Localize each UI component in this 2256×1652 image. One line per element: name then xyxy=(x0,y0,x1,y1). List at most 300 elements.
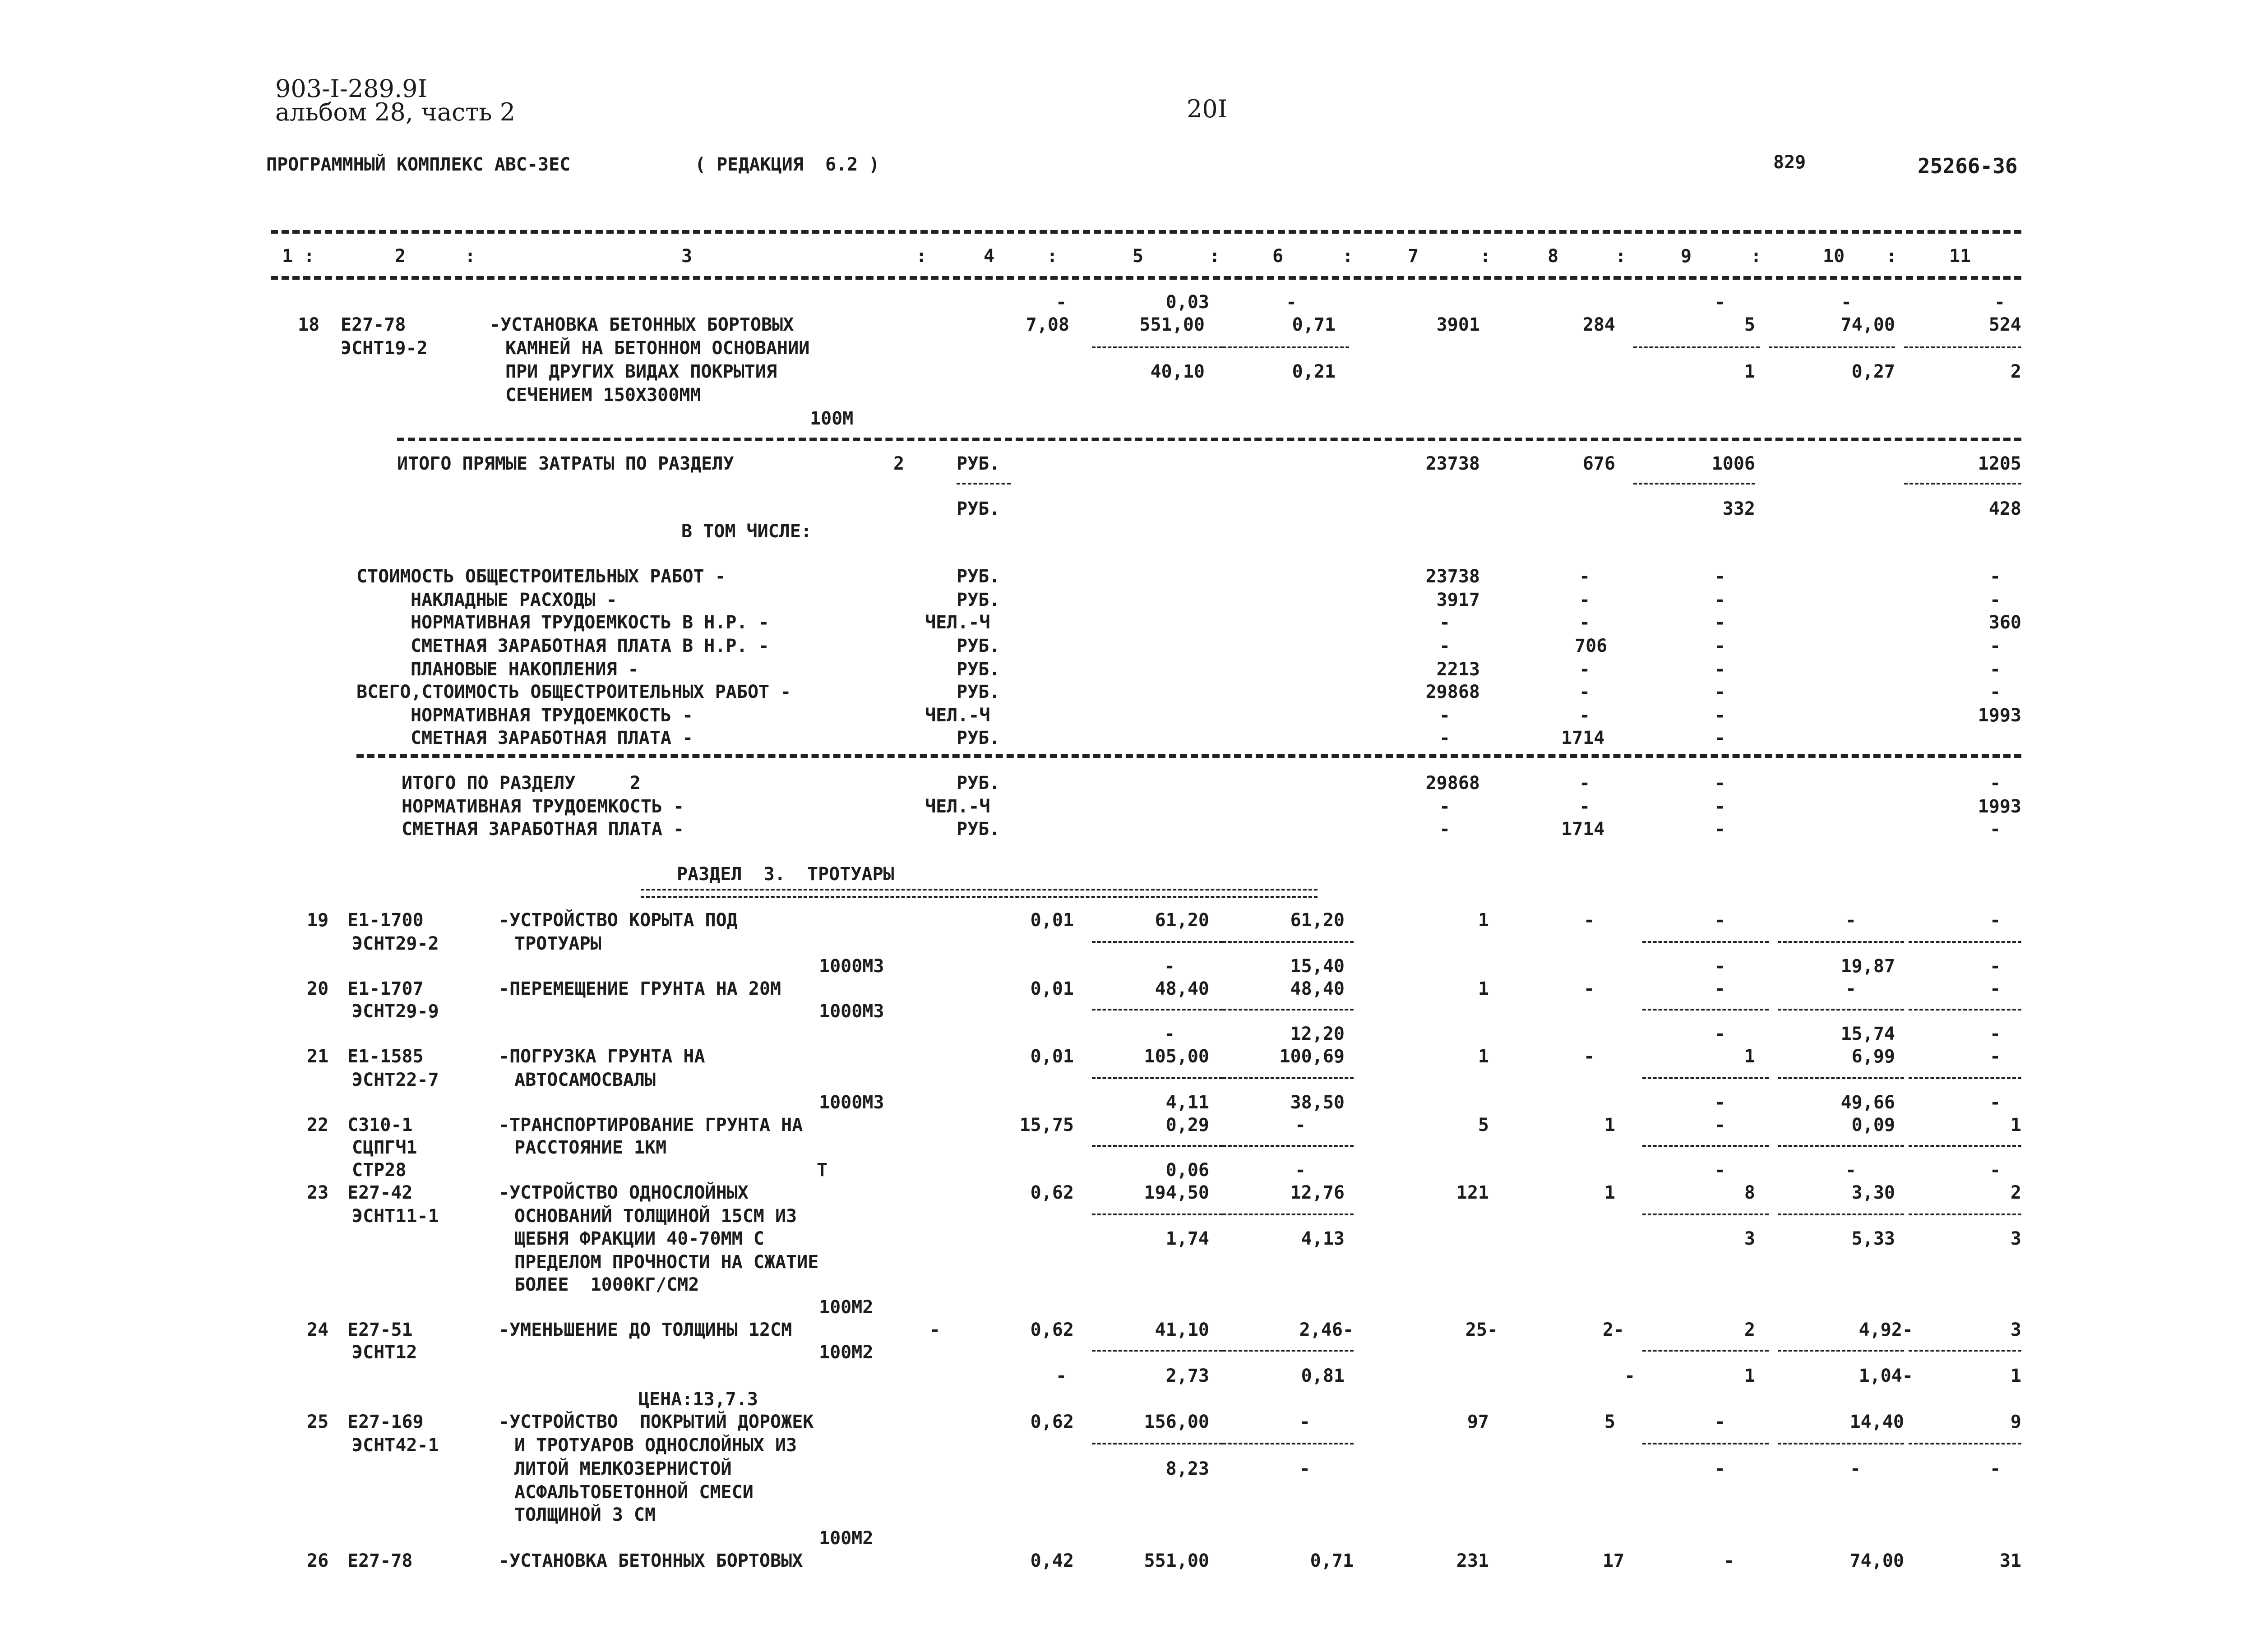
work-description: -ПОГРУЗКА ГРУНТА НА xyxy=(499,1046,705,1067)
cell-c9: - xyxy=(1715,819,1726,840)
cell-c9: - xyxy=(1715,1458,1726,1479)
unit-of-measure: 1000М3 xyxy=(819,1001,884,1022)
cell-c11: - xyxy=(1990,1092,2001,1113)
cell-c10: - xyxy=(1845,910,1857,931)
cell-c10: 49,66 xyxy=(1840,1092,1895,1113)
cell-c8: 1 xyxy=(1604,1182,1615,1203)
cell-c11: 360 xyxy=(1988,612,2021,633)
cell-c7: - xyxy=(1439,705,1451,726)
cell-c4: 0,62 xyxy=(1030,1412,1074,1432)
col-sep: : xyxy=(916,246,927,267)
cell-c11: 3 xyxy=(2010,1320,2021,1340)
cell-c8: 1 xyxy=(1604,1115,1615,1135)
sub-rule xyxy=(1642,941,1769,943)
code-25266-36: 25266-36 xyxy=(1918,154,2018,178)
sub-rule xyxy=(1778,1443,1904,1444)
cell-c9: - xyxy=(1715,1412,1726,1432)
row-number: 20 xyxy=(307,978,329,999)
work-description: ЛИТОЙ МЕЛКОЗЕРНИСТОЙ xyxy=(514,1458,732,1479)
sub-rule xyxy=(1642,1443,1769,1444)
cell-c8: 17 xyxy=(1602,1550,1624,1571)
col-sep: : xyxy=(1209,246,1220,267)
sub-rule xyxy=(1092,1443,1223,1444)
work-description: -УМЕНЬШЕНИЕ ДО ТОЛЩИНЫ 12СМ xyxy=(499,1320,792,1340)
norm-code: Е27-51 xyxy=(347,1320,413,1340)
sub-rule xyxy=(1909,1009,2021,1011)
norm-code-3: СТР28 xyxy=(352,1160,407,1181)
norm-code: Е27-42 xyxy=(347,1182,413,1203)
sub-rule xyxy=(1223,1009,1354,1011)
cell-c9: 3 xyxy=(1744,1228,1755,1249)
cell-c10: 19,87 xyxy=(1840,956,1895,977)
cell-c10: 15,74 xyxy=(1840,1024,1895,1044)
work-description: СЕЧЕНИЕМ 150Х300ММ xyxy=(505,385,701,406)
sub-rule xyxy=(1223,1145,1354,1147)
cell-c5: 105,00 xyxy=(1144,1046,1209,1067)
cell-c6: 12,76 xyxy=(1290,1182,1345,1203)
program-name: ПРОГРАММНЫЙ КОМПЛЕКС АВС-3ЕС xyxy=(266,154,571,175)
norm-code-2: СЦПГЧ1 xyxy=(352,1137,417,1158)
cell-c6: - xyxy=(1295,1115,1306,1135)
cell-c11: - xyxy=(1990,636,2001,656)
total-label: СМЕТНАЯ ЗАРАБОТНАЯ ПЛАТА - xyxy=(402,819,684,840)
cell-c6: - xyxy=(1295,1160,1306,1181)
cell-c7: 1 xyxy=(1478,1046,1489,1067)
col-11: 11 xyxy=(1949,246,1971,267)
cell-c11: 3 xyxy=(2010,1228,2021,1249)
work-description: РАССТОЯНИЕ 1КМ xyxy=(514,1137,667,1158)
sub-rule xyxy=(1642,1145,1769,1147)
summary-label: СТОИМОСТЬ ОБЩЕСТРОИТЕЛЬНЫХ РАБОТ - xyxy=(356,566,726,587)
unit-of-measure: 100М xyxy=(810,408,854,429)
cell-c8: 284 xyxy=(1582,314,1615,335)
cell-c9: - xyxy=(1715,682,1726,702)
col-6: 6 xyxy=(1272,246,1284,267)
work-description: ПРИ ДРУГИХ ВИДАХ ПОКРЫТИЯ xyxy=(505,361,777,382)
cell-c10: 0,09 xyxy=(1851,1115,1895,1135)
minus-sign: - xyxy=(1056,1366,1067,1386)
cell-c8: - xyxy=(1579,590,1590,610)
sub-rule xyxy=(1223,1350,1354,1352)
cell-c9: - xyxy=(1715,728,1726,748)
cell-c8: 1714 xyxy=(1561,819,1605,840)
cell-c9: 2 xyxy=(1744,1320,1755,1340)
summary-unit: РУБ. xyxy=(957,773,1000,794)
cell-c11: - xyxy=(1990,910,2001,931)
cell-c9: 1 xyxy=(1744,1046,1755,1067)
work-description: -УСТРОЙСТВО КОРЫТА ПОД xyxy=(499,910,738,931)
unit-of-measure: Т xyxy=(817,1160,828,1181)
sub-rule xyxy=(1778,1350,1904,1352)
col-10: 10 xyxy=(1823,246,1845,267)
col-sep: : xyxy=(1615,246,1627,267)
cell-c7: 5 xyxy=(1478,1115,1489,1135)
sub-rule xyxy=(1633,346,1760,348)
sub-rule xyxy=(1642,1214,1769,1215)
cell-c5: - xyxy=(1164,1024,1175,1044)
work-description: КАМНЕЙ НА БЕТОННОМ ОСНОВАНИИ xyxy=(505,338,810,359)
summary-label: ВСЕГО,СТОИМОСТЬ ОБЩЕСТРОИТЕЛЬНЫХ РАБОТ - xyxy=(356,682,791,702)
cell-c8: - xyxy=(1579,659,1590,680)
cell-c8: 5 xyxy=(1604,1412,1615,1432)
cell-c9: 332 xyxy=(1722,498,1755,519)
cell-c10: 74,00 xyxy=(1840,314,1895,335)
cell-c9: - xyxy=(1715,612,1726,633)
cell-c11: 2 xyxy=(2010,1182,2021,1203)
cell-c11: - xyxy=(1990,773,2001,794)
sub-rule xyxy=(1223,1077,1354,1079)
summary-label: ПЛАНОВЫЕ НАКОПЛЕНИЯ - xyxy=(411,659,639,680)
cell-c11: - xyxy=(1990,566,2001,587)
work-description: И ТРОТУАРОВ ОДНОСЛОЙНЫХ ИЗ xyxy=(514,1435,797,1456)
norm-code: Е1-1707 xyxy=(347,978,424,999)
norm-code: Е27-78 xyxy=(347,1550,413,1571)
sub-rule xyxy=(1909,1077,2021,1079)
cell-c5: 48,40 xyxy=(1155,978,1209,999)
cell-c11: - xyxy=(1990,1046,2001,1067)
cell-c10: 14,40 xyxy=(1849,1412,1904,1432)
col-sep: : xyxy=(465,246,476,267)
cell-c4: 15,75 xyxy=(1019,1115,1074,1135)
sub-rule xyxy=(1778,1145,1904,1147)
unit: РУБ. xyxy=(957,453,1000,474)
cell-c9: - xyxy=(1715,773,1726,794)
row-number: 23 xyxy=(307,1182,329,1203)
cell-c6: 0,71 xyxy=(1292,314,1336,335)
cell-c7: - xyxy=(1439,728,1451,748)
cell-c5: 551,00 xyxy=(1144,1550,1209,1571)
cell-c8: - xyxy=(1579,705,1590,726)
sub-rule xyxy=(1633,483,1755,485)
summary-unit: РУБ. xyxy=(957,636,1000,656)
document-id: 903-I-289.9I xyxy=(275,74,427,103)
norm-code: Е27-169 xyxy=(347,1412,424,1432)
cell-c6: 61,20 xyxy=(1290,910,1345,931)
cell-c11: 524 xyxy=(1988,314,2021,335)
section-rule xyxy=(397,438,2021,441)
cell-c8: 676 xyxy=(1582,453,1615,474)
cell-c9: - xyxy=(1715,636,1726,656)
sub-rule xyxy=(1778,1009,1904,1011)
cell-c5: 8,23 xyxy=(1165,1458,1209,1479)
cell-c9: - xyxy=(1715,659,1726,680)
cell-c11: 1993 xyxy=(1978,705,2021,726)
cell-c10: 4,92- xyxy=(1858,1320,1913,1340)
norm-code-2: ЭСНТ19-2 xyxy=(341,338,428,359)
work-description: БОЛЕЕ 1000КГ/СМ2 xyxy=(514,1274,699,1295)
cell-c9: - xyxy=(1715,590,1726,610)
cell-c8: 706 xyxy=(1575,636,1608,656)
work-description: -УСТРОЙСТВО ПОКРЫТИЙ ДОРОЖЕК xyxy=(499,1412,814,1432)
work-description: АВТОСАМОСВАЛЫ xyxy=(514,1070,656,1090)
work-description: -ПЕРЕМЕЩЕНИЕ ГРУНТА НА 20М xyxy=(499,978,781,999)
cell-c7: 23738 xyxy=(1425,566,1480,587)
work-description: АСФАЛЬТОБЕТОННОЙ СМЕСИ xyxy=(514,1482,754,1503)
cell-c7: 29868 xyxy=(1425,682,1480,702)
cell-c11: - xyxy=(1990,1160,2001,1181)
cell-c4: 0,01 xyxy=(1030,978,1074,999)
sub-rule xyxy=(1223,1443,1354,1444)
summary-label: НОРМАТИВНАЯ ТРУДОЕМКОСТЬ В Н.Р. - xyxy=(411,612,769,633)
norm-code-2: ЭСНТ11-1 xyxy=(352,1206,439,1227)
norm-code: Е1-1700 xyxy=(347,910,424,931)
program-edition: ( РЕДАКЦИЯ 6.2 ) xyxy=(695,154,880,175)
sub-rule xyxy=(1092,1145,1223,1147)
unit-of-measure: 100М2 xyxy=(819,1297,874,1318)
sub-rule xyxy=(1909,1145,2021,1147)
section-title-underline xyxy=(641,889,1318,898)
cell-c9: 8 xyxy=(1744,1182,1755,1203)
work-description: ТОЛЩИНОЙ 3 СМ xyxy=(514,1504,656,1525)
summary-unit: РУБ. xyxy=(957,566,1000,587)
norm-code-2: ЭСНТ29-2 xyxy=(352,933,439,954)
sub-rule xyxy=(1909,1350,2021,1352)
sub-rule xyxy=(1092,1077,1223,1079)
sub-rule xyxy=(1778,1077,1904,1079)
total-label: ИТОГО ПРЯМЫЕ ЗАТРАТЫ ПО РАЗДЕЛУ xyxy=(397,453,734,474)
cell-c11: 1205 xyxy=(1978,453,2021,474)
cell-c9: 5 xyxy=(1744,314,1755,335)
price-reference: ЦЕНА:13,7.3 xyxy=(638,1389,758,1410)
summary-unit: РУБ. xyxy=(957,819,1000,840)
unit-of-measure: 1000М3 xyxy=(819,956,884,977)
album-part: альбом 28, часть 2 xyxy=(275,98,516,126)
cell-c5: 551,00 xyxy=(1139,314,1205,335)
col-2: 2 xyxy=(395,246,406,267)
cell-c11: 1 xyxy=(2010,1366,2021,1386)
cell-c7: - xyxy=(1439,612,1451,633)
cell-c10: 3,30 xyxy=(1851,1182,1895,1203)
cell-c8: - xyxy=(1579,773,1590,794)
cell-c7: 23738 xyxy=(1425,453,1480,474)
cell-c11: 428 xyxy=(1988,498,2021,519)
cell-c9: - xyxy=(1715,1115,1726,1135)
cell-c4: 7,08 xyxy=(1026,314,1069,335)
work-description: ОСНОВАНИЙ ТОЛЩИНОЙ 15СМ ИЗ xyxy=(514,1206,797,1227)
cell-c6: 12,20 xyxy=(1290,1024,1345,1044)
summary-unit: РУБ. xyxy=(957,728,1000,748)
cell-c5: 0,06 xyxy=(1165,1160,1209,1181)
cell-c8: - xyxy=(1584,910,1595,931)
sub-rule xyxy=(1778,941,1904,943)
cell-c11: - xyxy=(1990,590,2001,610)
col-4: 4 xyxy=(984,246,995,267)
sub-rule xyxy=(1642,1009,1769,1011)
norm-code: С310-1 xyxy=(347,1115,413,1135)
cell-c8: - xyxy=(1579,612,1590,633)
cell-c11: 9 xyxy=(2010,1412,2021,1432)
unit-of-measure: 100М2 xyxy=(819,1342,874,1363)
cell-c7: 231 xyxy=(1456,1550,1489,1571)
cell-c9: - xyxy=(1715,705,1726,726)
cell-c4: 0,62 xyxy=(1030,1320,1074,1340)
cell-c9: - xyxy=(1715,956,1726,977)
cell-c10: 5,33 xyxy=(1851,1228,1895,1249)
sub-rule xyxy=(1778,1214,1904,1215)
dash-mark: - xyxy=(1056,292,1067,313)
cell-c9: 1006 xyxy=(1711,453,1755,474)
row-number: 26 xyxy=(307,1550,329,1571)
dash-mark: - xyxy=(1994,292,2006,313)
cell-c6: 0,21 xyxy=(1292,361,1336,382)
row-number: 22 xyxy=(307,1115,329,1135)
cell-c5: 1,74 xyxy=(1165,1228,1209,1249)
cell-c5: 194,50 xyxy=(1144,1182,1209,1203)
section-title: РАЗДЕЛ 3. ТРОТУАРЫ xyxy=(677,864,894,885)
cell-c9: - xyxy=(1724,1550,1735,1571)
total-label: ИТОГО ПО РАЗДЕЛУ 2 xyxy=(402,773,641,794)
cell-c10: 0,27 xyxy=(1851,361,1895,382)
cell-c9: - xyxy=(1715,566,1726,587)
cell-c7: 29868 xyxy=(1425,773,1480,794)
cell-c7: 2213 xyxy=(1436,659,1480,680)
sub-rule xyxy=(1904,346,2021,348)
cell-c6: - xyxy=(1299,1458,1311,1479)
cell-c11: - xyxy=(1990,1024,2001,1044)
section-number: 2 xyxy=(893,453,905,474)
summary-label: НОРМАТИВНАЯ ТРУДОЕМКОСТЬ - xyxy=(411,705,693,726)
cell-c11: - xyxy=(1990,659,2001,680)
cell-c7: 3901 xyxy=(1436,314,1480,335)
cell-c7: 1 xyxy=(1478,978,1489,999)
norm-code-2: ЭСНТ22-7 xyxy=(352,1070,439,1090)
cell-c11: 31 xyxy=(1999,1550,2021,1571)
norm-code-2: ЭСНТ12 xyxy=(352,1342,417,1363)
cell-c9: 1 xyxy=(1744,361,1755,382)
row-number: 19 xyxy=(307,910,329,931)
cell-c10: 74,00 xyxy=(1849,1550,1904,1571)
cell-c4: 0,62 xyxy=(1030,1182,1074,1203)
cell-c6: 100,69 xyxy=(1279,1046,1345,1067)
row-number: 21 xyxy=(307,1046,329,1067)
summary-unit: ЧЕЛ.-Ч xyxy=(925,796,990,817)
cell-c5: - xyxy=(1164,956,1175,977)
cell-c4: 0,01 xyxy=(1030,910,1074,931)
sub-rule xyxy=(1909,1214,2021,1215)
cell-c6: 48,40 xyxy=(1290,978,1345,999)
col-sep: : xyxy=(1342,246,1354,267)
cell-c6: 15,40 xyxy=(1290,956,1345,977)
sub-rule xyxy=(957,483,1011,485)
cell-c7: 97 xyxy=(1467,1412,1489,1432)
unit-of-measure: 1000М3 xyxy=(819,1092,884,1113)
sub-rule xyxy=(1223,346,1349,348)
cell-c7: 1 xyxy=(1478,910,1489,931)
col-sep: : xyxy=(1480,246,1491,267)
cell-c11: - xyxy=(1990,956,2001,977)
sub-rule xyxy=(1909,941,2021,943)
summary-unit: ЧЕЛ.-Ч xyxy=(925,612,990,633)
sub-rule xyxy=(1223,941,1354,943)
col-5: 5 xyxy=(1133,246,1144,267)
work-description: -УСТАНОВКА БЕТОННЫХ БОРТОВЫХ xyxy=(499,1550,803,1571)
cell-c6: 0,81 xyxy=(1301,1366,1345,1386)
sub-rule xyxy=(1092,941,1223,943)
cell-c5: 4,11 xyxy=(1165,1092,1209,1113)
cell-c7: - xyxy=(1439,636,1451,656)
cell-c7: 121 xyxy=(1456,1182,1489,1203)
row-number: 24 xyxy=(307,1320,329,1340)
cell-c10: - xyxy=(1850,1458,1861,1479)
col-sep: : xyxy=(1751,246,1762,267)
work-description: -УСТРОЙСТВО ОДНОСЛОЙНЫХ xyxy=(499,1182,749,1203)
cell-c5: 2,73 xyxy=(1165,1366,1209,1386)
cell-c11: - xyxy=(1990,978,2001,999)
code-829: 829 xyxy=(1773,152,1806,173)
table-top-rule xyxy=(271,230,2021,234)
cell-c6: 38,50 xyxy=(1290,1092,1345,1113)
dash-mark: - xyxy=(1286,292,1297,313)
cell-c11: - xyxy=(1990,682,2001,702)
work-description: ПРЕДЕЛОМ ПРОЧНОСТИ НА СЖАТИЕ xyxy=(514,1252,819,1273)
cell-c8: - xyxy=(1579,796,1590,817)
cell-c9: 1 xyxy=(1744,1366,1755,1386)
col-7: 7 xyxy=(1408,246,1419,267)
cell-c5: 0,29 xyxy=(1165,1115,1209,1135)
norm-code: Е1-1585 xyxy=(347,1046,424,1067)
cell-c5: 156,00 xyxy=(1144,1412,1209,1432)
cell-c5: 41,10 xyxy=(1155,1320,1209,1340)
work-description: -ТРАНСПОРТИРОВАНИЕ ГРУНТА НА xyxy=(499,1115,803,1135)
col-sep: : xyxy=(1047,246,1058,267)
cell-c8: 1714 xyxy=(1561,728,1605,748)
cell-c9: - xyxy=(1715,1160,1726,1181)
unit: РУБ. xyxy=(957,498,1000,519)
cell-c7: 3917 xyxy=(1436,590,1480,610)
cell-c11: 2 xyxy=(2010,361,2021,382)
row-number: 18 xyxy=(298,314,320,335)
norm-code-2: ЭСНТ42-1 xyxy=(352,1435,439,1456)
cell-c8: - xyxy=(1579,566,1590,587)
sub-rule xyxy=(1769,346,1895,348)
cell-c11: - xyxy=(1990,1458,2001,1479)
cell-c7: - xyxy=(1439,819,1451,840)
cell-c11: - xyxy=(1990,819,2001,840)
cell-c8: 2- xyxy=(1602,1320,1624,1340)
sub-rule xyxy=(1642,1350,1769,1352)
col-3: 3 xyxy=(681,246,693,267)
sub-rule xyxy=(1223,1214,1354,1215)
summary-unit: ЧЕЛ.-Ч xyxy=(925,705,990,726)
cell-c7: - xyxy=(1439,796,1451,817)
dash-mark: - xyxy=(1715,292,1726,313)
sub-rule xyxy=(1909,1443,2021,1444)
sub-rule xyxy=(1642,1077,1769,1079)
total-label: НОРМАТИВНАЯ ТРУДОЕМКОСТЬ - xyxy=(402,796,684,817)
norm-code-2: ЭСНТ29-9 xyxy=(352,1001,439,1022)
col-1: 1 : xyxy=(282,246,315,267)
section-rule xyxy=(356,754,2021,758)
summary-label: СМЕТНАЯ ЗАРАБОТНАЯ ПЛАТА В Н.Р. - xyxy=(411,636,769,656)
cell-c5: 0,03 xyxy=(1165,292,1209,313)
cell-c5: 61,20 xyxy=(1155,910,1209,931)
row-number: 25 xyxy=(307,1412,329,1432)
sub-rule xyxy=(1904,483,2021,485)
cell-c6: 2,46- xyxy=(1299,1320,1354,1340)
cell-c8: - xyxy=(1584,1046,1595,1067)
summary-label: НАКЛАДНЫЕ РАСХОДЫ - xyxy=(411,590,617,610)
including-label: В ТОМ ЧИСЛЕ: xyxy=(681,521,812,542)
page-number: 20I xyxy=(1187,95,1228,123)
cell-c4: 0,01 xyxy=(1030,1046,1074,1067)
cell-c6: - xyxy=(1299,1412,1311,1432)
cell-c9: - xyxy=(1715,978,1726,999)
cell-c8: - xyxy=(1584,978,1595,999)
cell-c10: 6,99 xyxy=(1851,1046,1895,1067)
cell-c7: 25- xyxy=(1465,1320,1498,1340)
col-8: 8 xyxy=(1548,246,1559,267)
cell-c5: 40,10 xyxy=(1150,361,1205,382)
